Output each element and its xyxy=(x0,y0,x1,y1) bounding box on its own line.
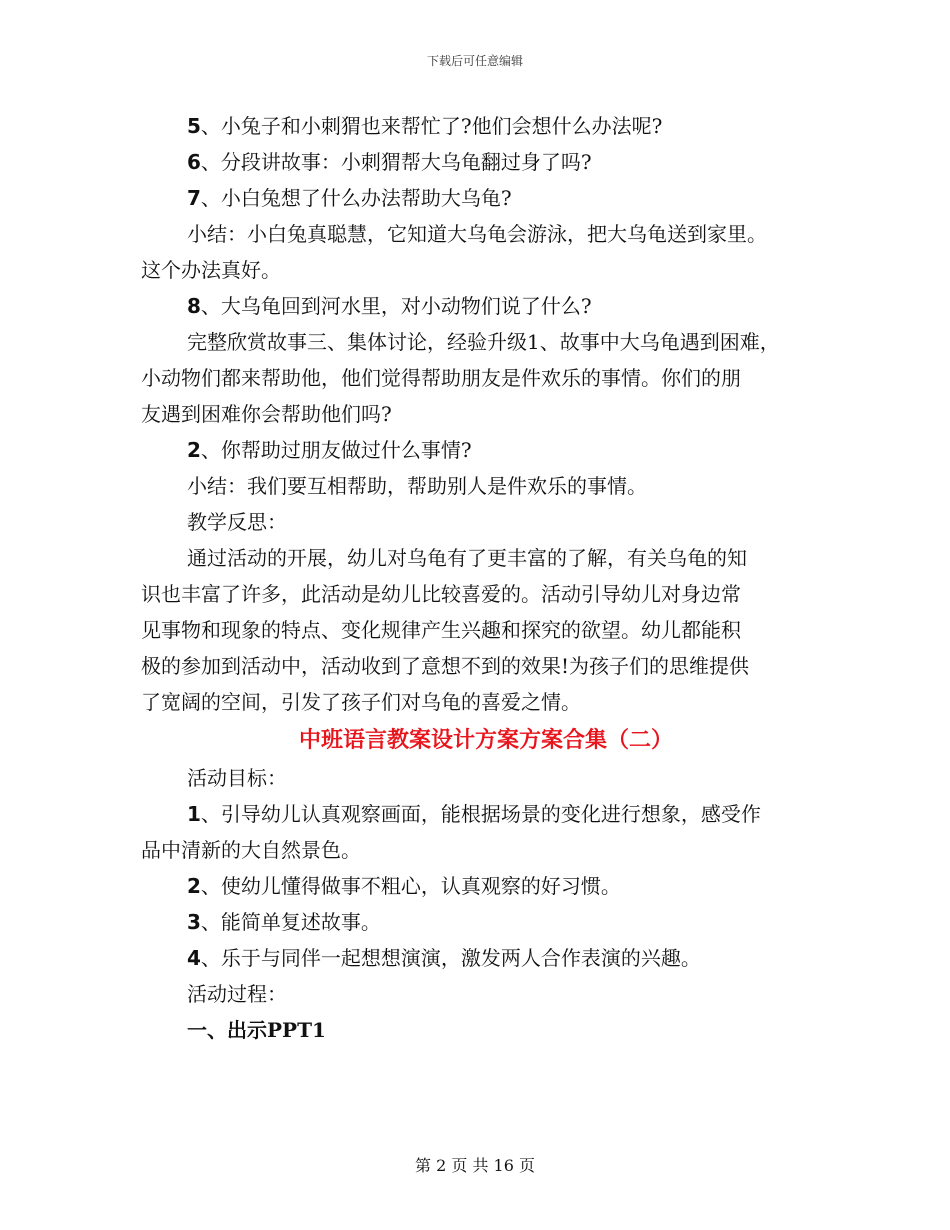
list-number: 2 xyxy=(187,438,201,462)
paragraph-line: 友遇到困难你会帮助他们吗? xyxy=(141,402,392,426)
section-title: 中班语言教案设计方案方案合集（二） xyxy=(298,727,673,753)
list-number: 7 xyxy=(187,186,201,210)
document-body xyxy=(141,108,831,1048)
paragraph-line: 小结：小白兔真聪慧，它知道大乌龟会游泳，把大乌龟送到家里。 xyxy=(187,222,767,246)
subheading: 一、出示PPT1 xyxy=(187,1018,326,1042)
paragraph-line xyxy=(141,432,831,468)
paragraph-line: 见事物和现象的特点、变化规律产生兴趣和探究的欲望。幼儿都能积 xyxy=(141,618,741,642)
list-number: 8 xyxy=(187,294,201,318)
paragraph-line: 活动过程： xyxy=(187,982,287,1006)
page-header: 下载后可任意编辑 xyxy=(426,54,523,68)
list-number: 1 xyxy=(187,802,201,826)
line-text: 、小兔子和小刺猬也来帮忙了?他们会想什么办法呢? xyxy=(200,114,663,138)
line-text: 、使幼儿懂得做事不粗心，认真观察的好习惯。 xyxy=(200,874,621,898)
line-text: 、分段讲故事：小刺猬帮大乌龟翻过身了吗? xyxy=(200,150,592,174)
paragraph-line xyxy=(141,796,831,832)
paragraph-line: 识也丰富了许多，此活动是幼儿比较喜爱的。活动引导幼儿对身边常 xyxy=(141,582,741,606)
paragraph-line xyxy=(141,940,831,976)
paragraph-line: 品中清新的大自然景色。 xyxy=(141,838,361,862)
list-number: 5 xyxy=(187,114,201,138)
paragraph-line: 这个办法真好。 xyxy=(141,258,281,282)
list-number: 6 xyxy=(187,150,201,174)
line-text: 、引导幼儿认真观察画面，能根据场景的变化进行想象，感受作 xyxy=(200,802,761,826)
paragraph-line: 通过活动的开展，幼儿对乌龟有了更丰富的了解，有关乌龟的知 xyxy=(187,546,747,570)
line-text: 、小白兔想了什么办法帮助大乌龟? xyxy=(200,186,512,210)
line-text: 、大乌龟回到河水里，对小动物们说了什么? xyxy=(200,294,592,318)
paragraph-line: 教学反思： xyxy=(187,510,287,534)
list-number: 4 xyxy=(187,946,201,970)
list-number: 2 xyxy=(187,874,201,898)
paragraph-line: 了宽阔的空间，引发了孩子们对乌龟的喜爱之情。 xyxy=(141,690,581,714)
paragraph-line xyxy=(141,144,831,180)
paragraph-line: 小结：我们要互相帮助，帮助别人是件欢乐的事情。 xyxy=(187,474,647,498)
line-text: 、乐于与同伴一起想想演演，激发两人合作表演的兴趣。 xyxy=(200,946,701,970)
line-text: 、能简单复述故事。 xyxy=(200,910,381,934)
paragraph-line xyxy=(141,180,831,216)
paragraph-line: 小动物们都来帮助他，他们觉得帮助朋友是件欢乐的事情。你们的朋 xyxy=(141,366,741,390)
paragraph-line: 活动目标： xyxy=(187,766,287,790)
list-number: 3 xyxy=(187,910,201,934)
line-text: 、你帮助过朋友做过什么事情? xyxy=(200,438,472,462)
page-footer: 第 2 页 共 16 页 xyxy=(415,1156,535,1175)
paragraph-line: 极的参加到活动中，活动收到了意想不到的效果!为孩子们的思维提供 xyxy=(141,654,750,678)
paragraph-line xyxy=(141,288,831,324)
paragraph-line xyxy=(141,108,831,144)
paragraph-line: 完整欣赏故事三、集体讨论，经验升级1、故事中大乌龟遇到困难， xyxy=(187,330,780,354)
paragraph-line xyxy=(141,904,831,940)
paragraph-line xyxy=(141,868,831,904)
